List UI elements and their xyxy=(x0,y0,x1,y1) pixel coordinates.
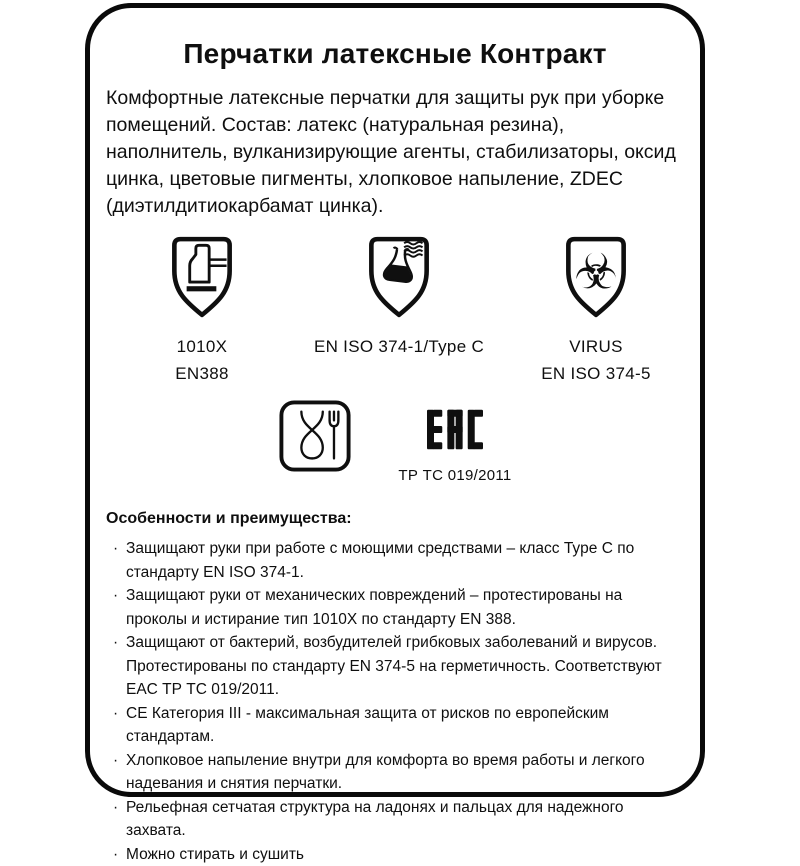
bullet-dot: · xyxy=(113,843,118,866)
list-item-text: Защищают руки при работе с моющими средствами – класс Type C по стандарту EN ISO 374-1. xyxy=(126,540,634,581)
certification-row xyxy=(104,234,686,387)
list-item-text: Можно стирать и сушить xyxy=(126,846,304,863)
cert-label-line2: EN388 xyxy=(175,360,228,387)
product-description: Комфортные латексные перчатки для защиты рук при уборке помещений. Состав: латекс (натуральная резина), наполнитель, вулканизирующие агенты, стабилизаторы, оксид цинка, цветовые пигменты, хлопковое напыление, ZDEC (диэтилдитиокарбамат цинка). xyxy=(106,85,684,220)
certification-virus xyxy=(506,234,686,387)
food-contact-glass-fork-icon xyxy=(278,399,352,473)
certification-en388 xyxy=(112,234,292,387)
page-title: Перчатки латексные Контракт xyxy=(104,38,686,70)
cert-label xyxy=(314,333,484,360)
eac-certification xyxy=(398,399,511,484)
list-item-text: CE Категория III - максимальная защита от рисков по европейским стандартам. xyxy=(126,705,609,746)
glass-stroke-right xyxy=(302,412,323,459)
cert-label-line1: 1010X xyxy=(175,333,228,360)
certification-en-iso-374-1 xyxy=(292,234,506,360)
bullet-dot: · xyxy=(113,584,118,608)
features-list xyxy=(106,537,684,866)
features-heading: Особенности и преимущества: xyxy=(106,510,684,528)
list-item xyxy=(106,631,684,702)
vapor-waves xyxy=(404,242,422,257)
cert-label-line1: VIRUS xyxy=(541,333,650,360)
cert-label xyxy=(541,333,650,387)
glass-stroke-left xyxy=(302,412,323,459)
marks-row xyxy=(104,399,686,484)
bullet-dot: · xyxy=(113,749,118,773)
biohazard-symbol: ☣ xyxy=(574,242,618,300)
list-item-text: Защищают от бактерий, возбудителей грибковых заболеваний и вирусов. Протестированы по стандарту EN 374-5 на герметичность. Соответствуют EAC ТР ТС 019/2011. xyxy=(126,634,662,698)
list-item xyxy=(106,537,684,584)
list-item-text: Хлопковое напыление внутри для комфорта во время работы и легкого надевания и снятия перчатки. xyxy=(126,752,645,793)
cert-label-line1: EN ISO 374-1/Type C xyxy=(314,333,484,360)
eac-regulation-label: ТР ТС 019/2011 xyxy=(398,467,511,484)
cert-label xyxy=(175,333,228,387)
list-item xyxy=(106,749,684,796)
chemical-flask-shield-icon xyxy=(366,234,432,320)
list-item-text: Рельефная сетчатая структура на ладонях и пальцах для надежного захвата. xyxy=(126,799,624,840)
bullet-dot: · xyxy=(113,631,118,655)
biohazard-shield-icon xyxy=(563,234,629,320)
list-item-text: Защищают руки от механических повреждений – протестированы на проколы и истирание тип 1010X по стандарту EN 388. xyxy=(126,587,622,628)
list-item xyxy=(106,584,684,631)
product-info-card xyxy=(85,3,705,797)
features-section xyxy=(104,510,686,866)
bullet-dot: · xyxy=(113,702,118,726)
bullet-dot: · xyxy=(113,796,118,820)
cert-label-line2: EN ISO 374-5 xyxy=(541,360,650,387)
bullet-dot: · xyxy=(113,537,118,561)
eac-mark-icon xyxy=(427,399,483,460)
list-item xyxy=(106,843,684,866)
list-item xyxy=(106,796,684,843)
en388-mechanical-shield-icon xyxy=(169,234,235,320)
list-item xyxy=(106,702,684,749)
